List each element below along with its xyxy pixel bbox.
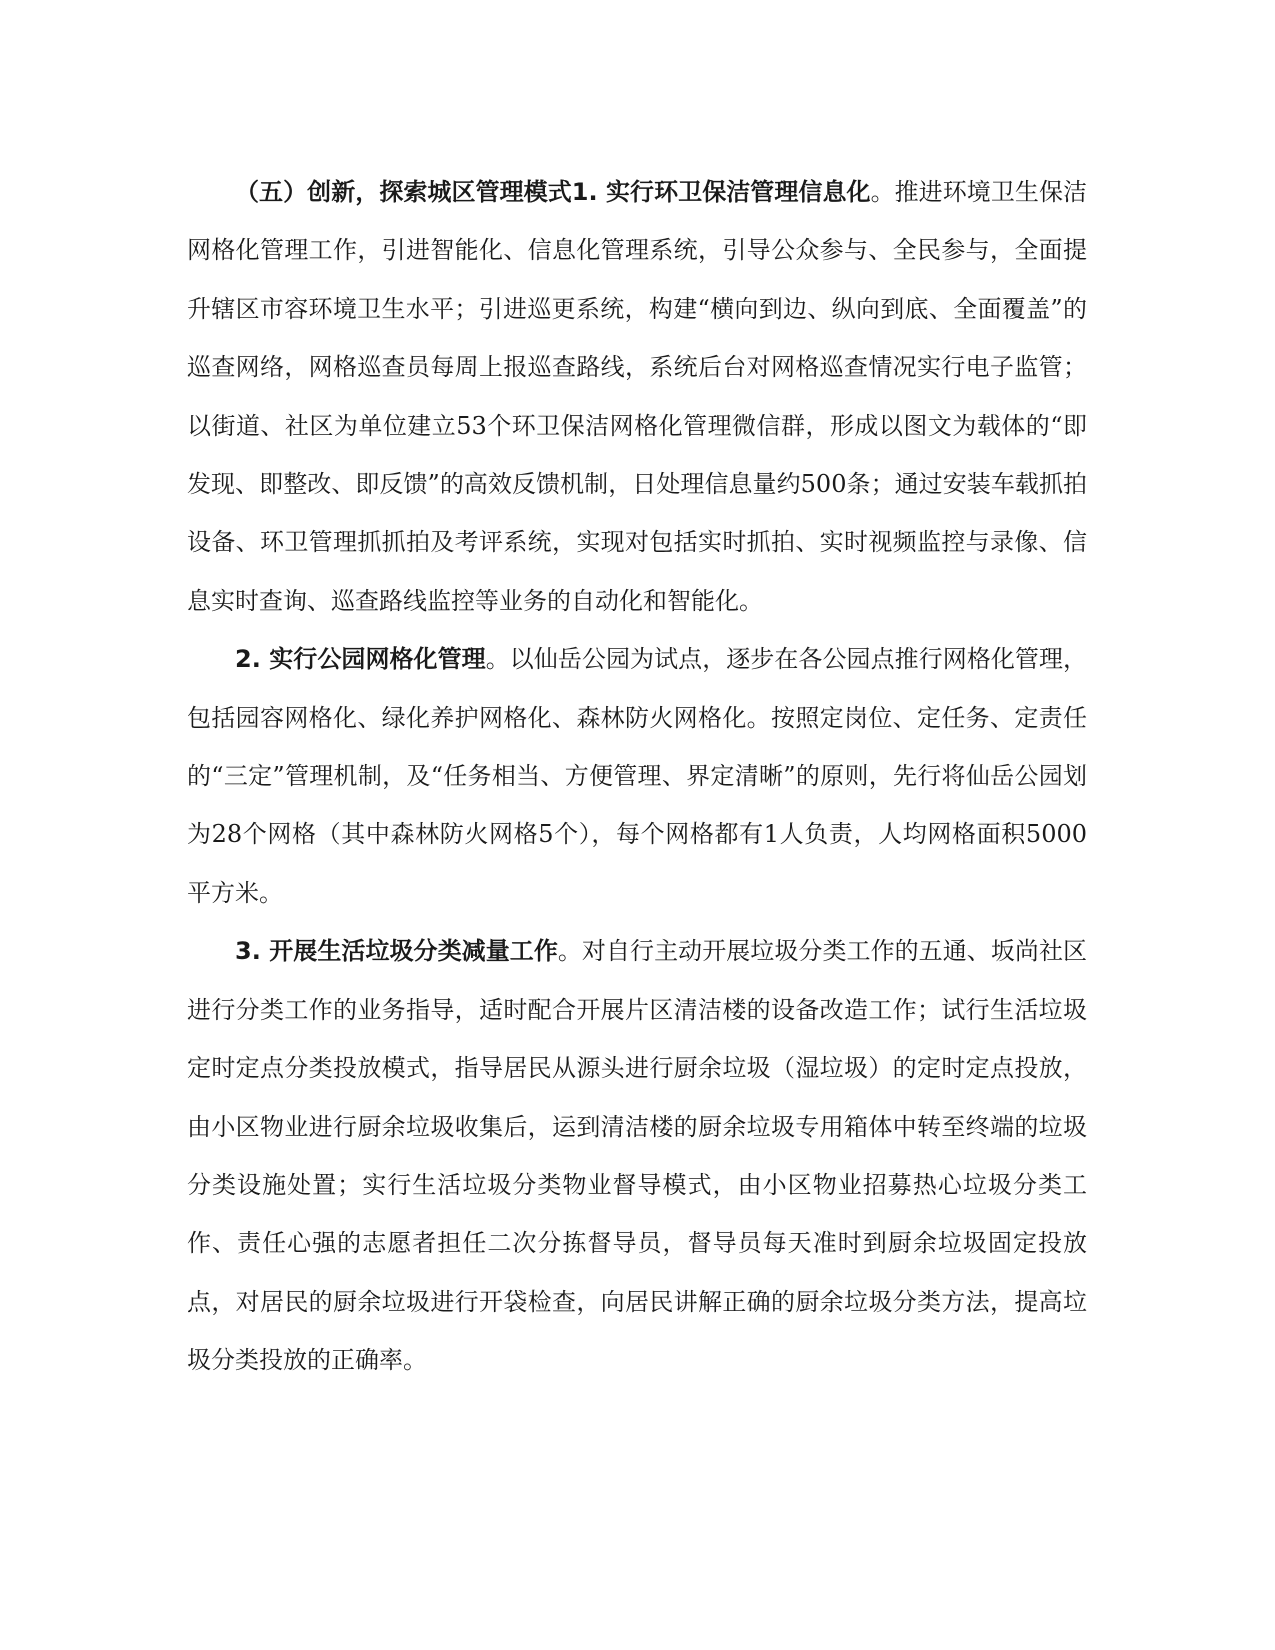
paragraph-2 — [187, 630, 1087, 922]
paragraph-3-body: 。对自行主动开展垃圾分类工作的五通、坂尚社区进行分类工作的业务指导，适时配合开展片区清洁楼的设备改造工作；试行生活垃圾定时定点分类投放模式，指导居民从源头进行厨余垃圾（湿垃圾）的定时定点投放，由小区物业进行厨余垃圾收集后，运到清洁楼的厨余垃圾专用箱体中转至终端的垃圾分类设施处置；实行生活垃圾分类物业督导模式，由小区物业招募热心垃圾分类工作、责任心强的志愿者担任二次分拣督导员，督导员每天准时到厨余垃圾固定投放点，对居民的厨余垃圾进行开袋检查，向居民讲解正确的厨余垃圾分类方法，提高垃圾分类投放的正确率。 — [187, 937, 1088, 1375]
paragraph-1-heading: （五）创新，探索城区管理模式1. 实行环卫保洁管理信息化 — [235, 178, 871, 206]
paragraph-3-heading: 3. 开展生活垃圾分类减量工作 — [235, 937, 558, 966]
document-page — [187, 163, 1087, 1390]
paragraph-1-body: 。推进环境卫生保洁网格化管理工作，引进智能化、信息化管理系统，引导公众参与、全民参与，全面提升辖区市容环境卫生水平；引进巡更系统，构建“横向到边、纵向到底、全面覆盖”的巡查网络，网格巡查员每周上报巡查路线，系统后台对网格巡查情况实行电子监管；以街道、社区为单位建立53个环卫保洁网格化管理微信群，形成以图文为载体的“即发现、即整改、即反馈”的高效反馈机制，日处理信息量约500条；通过安装车载抓拍设备、环卫管理抓抓拍及考评系统，实现对包括实时抓拍、实时视频监控与录像、信息实时查询、巡查路线监控等业务的自动化和智能化。 — [187, 178, 1088, 615]
paragraph-3 — [187, 922, 1087, 1389]
paragraph-2-heading: 2. 实行公园网格化管理 — [235, 645, 486, 674]
paragraph-1 — [187, 163, 1087, 630]
paragraph-2-body: 。以仙岳公园为试点，逐步在各公园点推行网格化管理，包括园容网格化、绿化养护网格化、森林防火网格化。按照定岗位、定任务、定责任的“三定”管理机制，及“任务相当、方便管理、界定清晰”的原则，先行将仙岳公园划为28个网格（其中森林防火网格5个），每个网格都有1人负责，人均网格面积5000平方米。 — [187, 645, 1088, 907]
